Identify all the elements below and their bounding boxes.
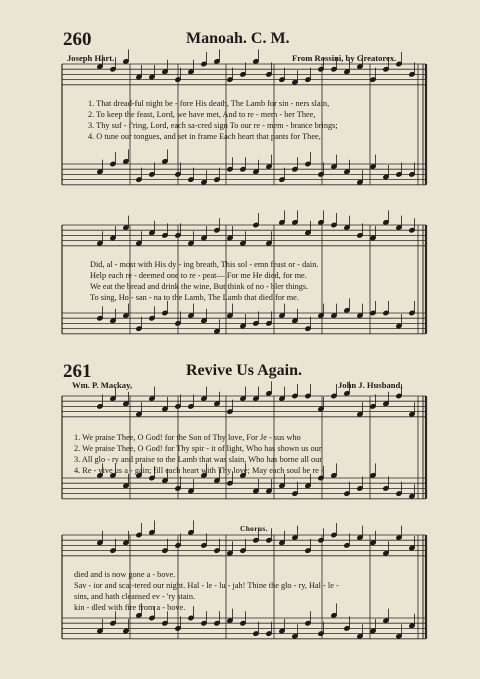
music-credit: From Rossini, by Greatorex. [292,53,397,63]
lyric-line: sins, and hath cleansed ev - 'ry stain. [74,592,196,601]
lyric-line: 3. All glo - ry and praise to the Lamb that was slain, Who has borne all our [74,455,323,464]
lyric-line: 4. Re - vive us a - gain; fill each heart with Thy love; May each soul be re - [74,466,324,475]
words-credit: Wm. P. Mackay, [72,380,133,390]
hymn-title: Revive Us Again. [186,362,302,379]
hymn-number: 260 [63,29,92,50]
lyric-line: We eat the bread and drink the wine, But think of no - bler things. [90,282,309,291]
lyric-line: Help each re - deemed one to re - peat— For me He died, for me. [90,271,307,280]
lyric-line: Did, al - most with His dy - ing breath, This sol - emn feast or - dain. [90,260,319,269]
chorus-label: Chorus. [240,524,268,533]
lyric-line: To sing, Ho - san - na to the Lamb, The Lamb that died for me. [90,293,299,302]
lyric-line: 3. Thy suf - f'ring, Lord, each sa-cred sign To our re - mem - brance brings; [88,121,338,130]
lyric-line: 4. O tune our tongues, and set in frame Each heart that pants for Thee, [88,132,321,141]
lyric-line: died and is now gone a - bove. [74,570,176,579]
lyric-line: 2. To keep the feast, Lord, we have met, And to re - mem - ber Thee, [88,110,316,119]
hymn-title: Manoah. C. M. [186,30,290,47]
hymn-number: 261 [63,361,92,382]
lyric-line: 2. We praise Thee, O God! for Thy spir - it of light, Who has shown us our [74,444,322,453]
music-credit: John J. Husband, [338,380,403,390]
lyric-line: kin - dled with fire from a - bove. [74,603,186,612]
lyric-line: Sav - ior and scat-tered our night. Hal - le - lu - jah! Thine the glo - ry, Hal - le - [74,581,339,590]
lyric-line: 1. That dread-ful night be - fore His death, The Lamb for sin - ners slain, [88,99,330,108]
words-credit: Joseph Hart. [67,53,115,63]
lyric-line: 1. We praise Thee, O God! for the Son of Thy love, For Je - sus who [74,433,301,442]
